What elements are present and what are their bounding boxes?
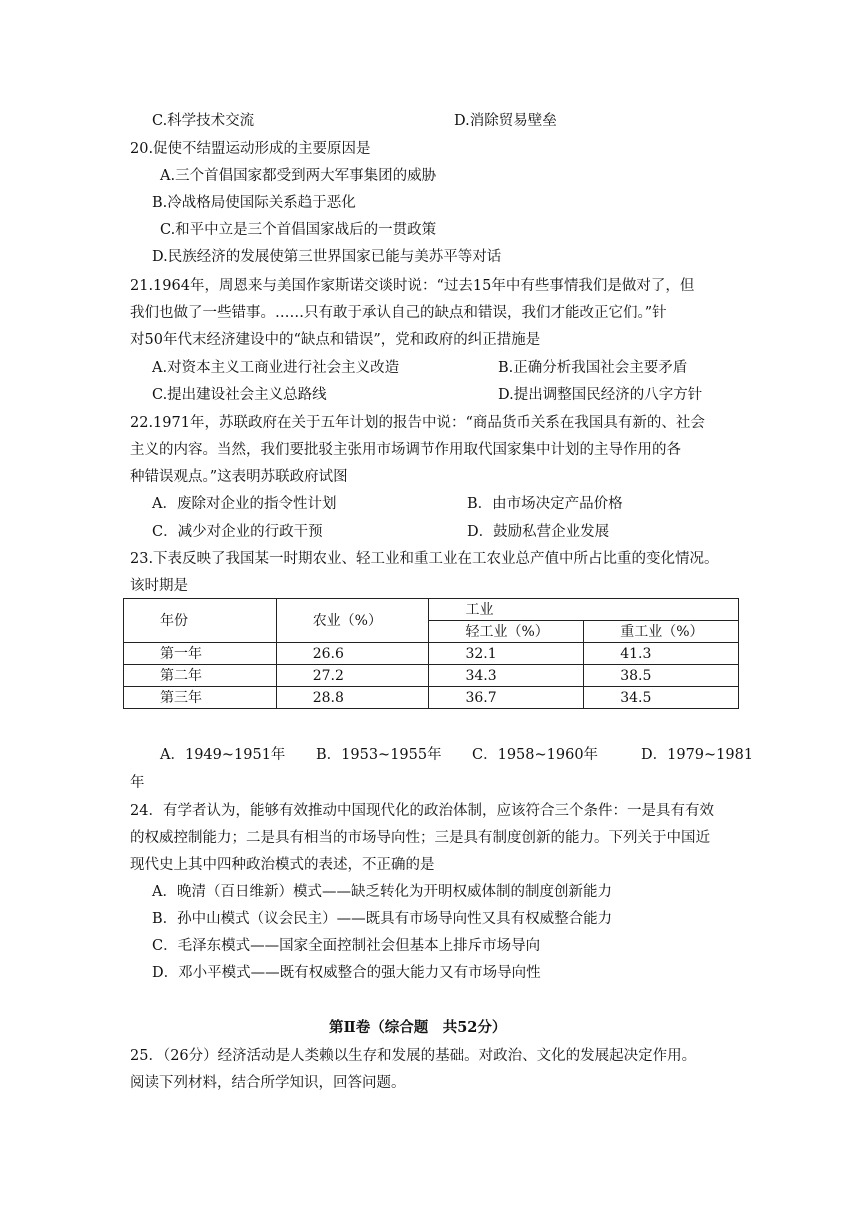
- q22-option-b: B．由市场决定产品价格: [467, 496, 623, 512]
- cell-agriculture: 26.6: [276, 643, 429, 665]
- q24-stem-line-1: 24．有学者认为，能够有效推动中国现代化的政治体制，应该符合三个条件：一是具有有效: [130, 803, 714, 819]
- q21-stem-line-3: 对50年代末经济建设中的“缺点和错误”，党和政府的纠正措施是: [130, 332, 541, 348]
- cell-light: 34.3: [429, 665, 584, 687]
- q22-stem-line-2: 主义的内容。当然，我们要批驳主张用市场调节作用取代国家集中计划的主导作用的各: [130, 442, 681, 458]
- q19-option-c: C.科学技术交流: [152, 113, 255, 129]
- q24-stem-line-3: 现代史上其中四种政治模式的表述，不正确的是: [130, 857, 435, 873]
- table-row: [124, 665, 739, 687]
- q23-option-d: D．1979~1981: [641, 747, 754, 763]
- cell-year: 第一年: [124, 643, 277, 665]
- cell-heavy: 38.5: [584, 665, 739, 687]
- cell-agriculture: 27.2: [276, 665, 429, 687]
- cell-year: 第二年: [124, 665, 277, 687]
- q23-option-a: A．1949~1951年: [160, 747, 286, 763]
- cell-year: 第三年: [124, 687, 277, 709]
- q24-option-d: D．邓小平模式——既有权威整合的强大能力又有市场导向性: [152, 965, 541, 981]
- q20-option-d: D.民族经济的发展使第三世界国家已能与美苏平等对话: [152, 249, 502, 265]
- q21-option-d: D.提出调整国民经济的八字方针: [498, 387, 703, 403]
- q20-stem: 20.促使不结盟运动形成的主要原因是: [130, 141, 371, 157]
- table-row: [124, 643, 739, 665]
- q24-option-a: A．晚清（百日维新）模式——缺乏转化为开明权威体制的制度创新能力: [152, 884, 612, 900]
- q22-stem-line-1: 22.1971年，苏联政府在关于五年计划的报告中说：“商品货币关系在我国具有新的、社会: [130, 415, 705, 431]
- header-light-industry: 轻工业（%）: [429, 621, 584, 643]
- header-agriculture: 农业（%）: [276, 599, 429, 643]
- q22-option-a: A．废除对企业的指令性计划: [152, 496, 337, 512]
- q21-stem-line-1: 21.1964年，周恩来与美国作家斯诺交谈时说：“过去15年中有些事情我们是做对了，但: [130, 278, 695, 294]
- q21-stem-line-2: 我们也做了一些错事。……只有敢于承认自己的缺点和错误，我们才能改正它们。”针: [130, 305, 667, 321]
- q22-option-c: C．减少对企业的行政干预: [152, 524, 323, 540]
- q23-stem-line-1: 23.下表反映了我国某一时期农业、轻工业和重工业在工农业总产值中所占比重的变化情况。: [130, 551, 719, 567]
- q20-option-a: A.三个首倡国家都受到两大军事集团的威胁: [160, 168, 437, 184]
- q22-option-d: D．鼓励私营企业发展: [467, 524, 610, 540]
- cell-light: 32.1: [429, 643, 584, 665]
- table-row: [124, 687, 739, 709]
- q23-stem-line-2: 该时期是: [130, 578, 188, 594]
- cell-light: 36.7: [429, 687, 584, 709]
- q21-option-c: C.提出建设社会主义总路线: [152, 387, 327, 403]
- q23-data-table: [123, 598, 739, 709]
- header-year: 年份: [124, 599, 277, 643]
- cell-heavy: 34.5: [584, 687, 739, 709]
- q23-option-c: C．1958~1960年: [472, 747, 599, 763]
- cell-agriculture: 28.8: [276, 687, 429, 709]
- q21-option-a: A.对资本主义工商业进行社会主义改造: [152, 360, 400, 376]
- q23-option-b: B．1953~1955年: [316, 747, 442, 763]
- q21-option-b: B.正确分析我国社会主要矛盾: [498, 360, 688, 376]
- header-heavy-industry: 重工业（%）: [584, 621, 739, 643]
- section-2-title: 第Ⅱ卷（综合题 共52分）: [329, 1019, 507, 1036]
- q19-option-d: D.消除贸易壁垒: [454, 113, 557, 129]
- q22-stem-line-3: 种错误观点。”这表明苏联政府试图: [130, 469, 348, 485]
- q25-stem-line-2: 阅读下列材料，结合所学知识，回答问题。: [130, 1075, 406, 1091]
- q25-stem-line-1: 25．（26分）经济活动是人类赖以生存和发展的基础。对政治、文化的发展起决定作用。: [130, 1048, 697, 1064]
- cell-heavy: 41.3: [584, 643, 739, 665]
- header-industry: 工业: [429, 599, 739, 621]
- q23-option-d-wrap: 年: [130, 775, 145, 791]
- q24-option-c: C．毛泽东模式——国家全面控制社会但基本上排斥市场导向: [152, 938, 541, 954]
- q20-option-c: C.和平中立是三个首倡国家战后的一贯政策: [160, 222, 437, 238]
- q24-stem-line-2: 的权威控制能力；二是具有相当的市场导向性；三是具有制度创新的能力。下列关于中国近: [130, 830, 710, 846]
- q20-option-b: B.冷战格局使国际关系趋于恶化: [152, 195, 356, 211]
- q24-option-b: B．孙中山模式（议会民主）——既具有市场导向性又具有权威整合能力: [152, 911, 613, 927]
